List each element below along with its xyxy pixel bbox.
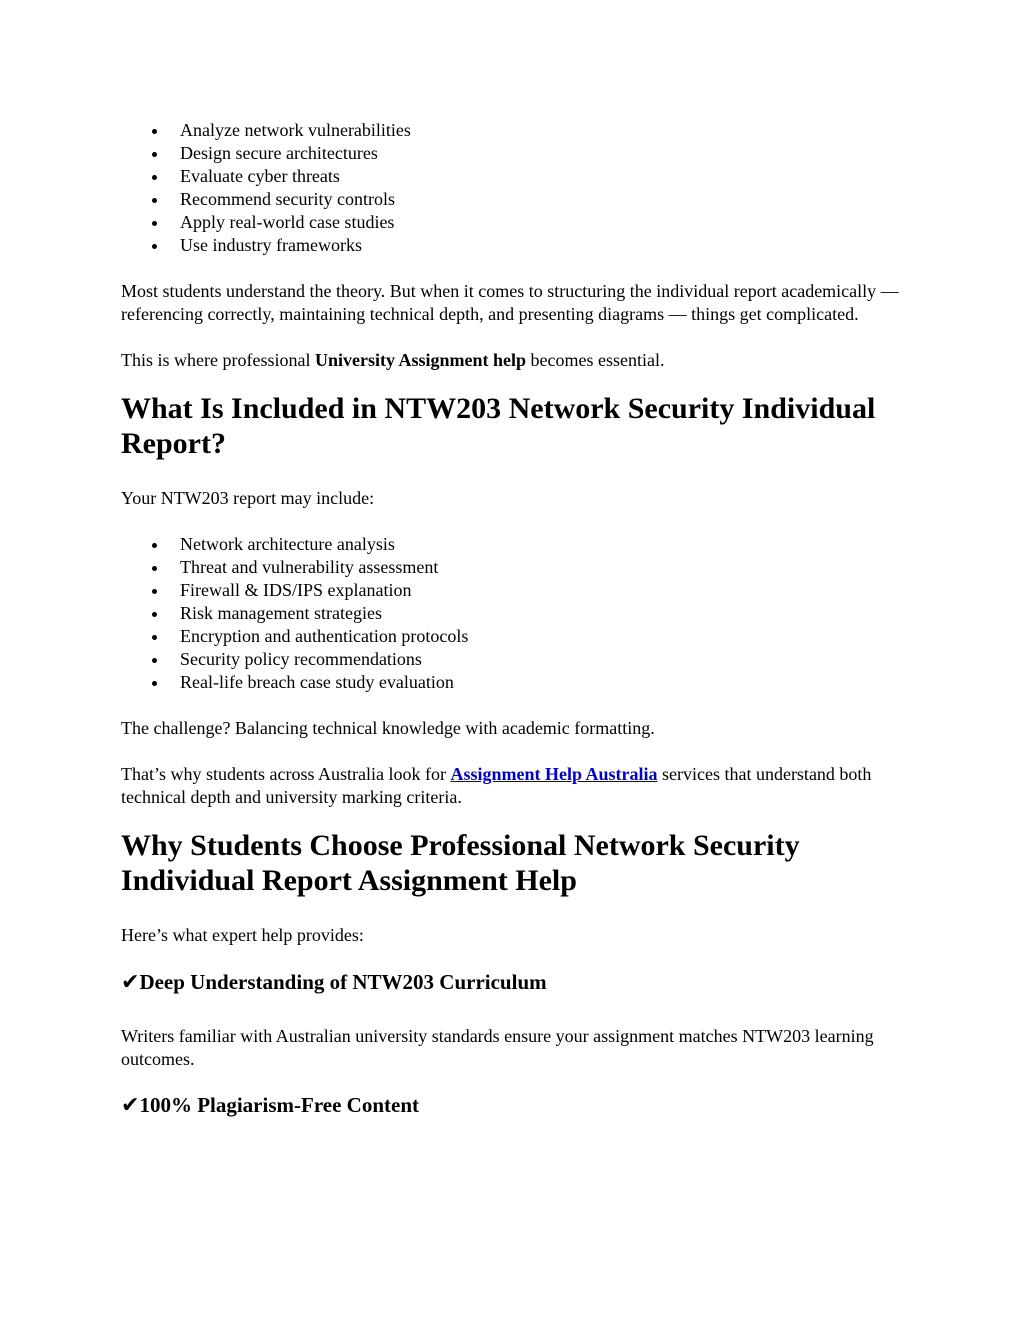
skills-list [121, 119, 901, 257]
feature-heading-curriculum: ✔Deep Understanding of NTW203 Curriculum [121, 970, 547, 995]
australia-paragraph: That’s why students across Australia look for Assignment Help Australia services that understand both technical depth and university marking criteria. [121, 764, 872, 807]
list-item: Analyze network vulnerabilities [121, 119, 901, 142]
bullet-icon [152, 658, 157, 663]
list-item: Firewall & IDS/IPS explanation [121, 579, 901, 602]
checkmark-icon: ✔ [121, 1093, 140, 1118]
list-item: Threat and vulnerability assessment [121, 556, 901, 579]
bullet-icon [152, 612, 157, 617]
list-item: Network architecture analysis [121, 533, 901, 556]
bullet-icon [152, 129, 157, 134]
list-item: Risk management strategies [121, 602, 901, 625]
list-item: Security policy recommendations [121, 648, 901, 671]
list-item: Design secure architectures [121, 142, 901, 165]
checkmark-icon: ✔ [121, 970, 140, 995]
feature-heading-plagiarism: ✔100% Plagiarism-Free Content [121, 1093, 419, 1118]
included-list [121, 533, 901, 694]
bullet-icon [152, 175, 157, 180]
bullet-icon [152, 635, 157, 640]
may-include-paragraph: Your NTW203 report may include: [121, 488, 375, 508]
list-item: Real-life breach case study evaluation [121, 671, 901, 694]
list-item: Recommend security controls [121, 188, 901, 211]
list-item: Use industry frameworks [121, 234, 901, 257]
list-item: Evaluate cyber threats [121, 165, 901, 188]
heading-why: Why Students Choose Professional Network Security Individual Report Assignment Help [121, 829, 800, 897]
professional-paragraph: This is where professional University Assignment help becomes essential. [121, 350, 665, 370]
bullet-icon [152, 152, 157, 157]
bullet-icon [152, 543, 157, 548]
curriculum-paragraph: Writers familiar with Australian university standards ensure your assignment matches NTW203 learning outcomes. [121, 1026, 874, 1069]
bullet-icon [152, 198, 157, 203]
challenge-paragraph: The challenge? Balancing technical knowledge with academic formatting. [121, 718, 655, 738]
bullet-icon [152, 566, 157, 571]
document-page [121, 119, 901, 1119]
assignment-help-australia-link[interactable]: Assignment Help Australia [450, 764, 658, 784]
bullet-icon [152, 221, 157, 226]
theory-paragraph: Most students understand the theory. But when it comes to structuring the individual report academically — referencing correctly, maintaining technical depth, and presenting diagrams — things get complicated. [121, 281, 899, 324]
list-item: Apply real-world case studies [121, 211, 901, 234]
heading-included: What Is Included in NTW203 Network Security Individual Report? [121, 392, 876, 460]
university-assignment-help-bold: University Assignment help [314, 350, 526, 370]
bullet-icon [152, 681, 157, 686]
expert-paragraph: Here’s what expert help provides: [121, 925, 364, 945]
bullet-icon [152, 244, 157, 249]
bullet-icon [152, 589, 157, 594]
list-item: Encryption and authentication protocols [121, 625, 901, 648]
